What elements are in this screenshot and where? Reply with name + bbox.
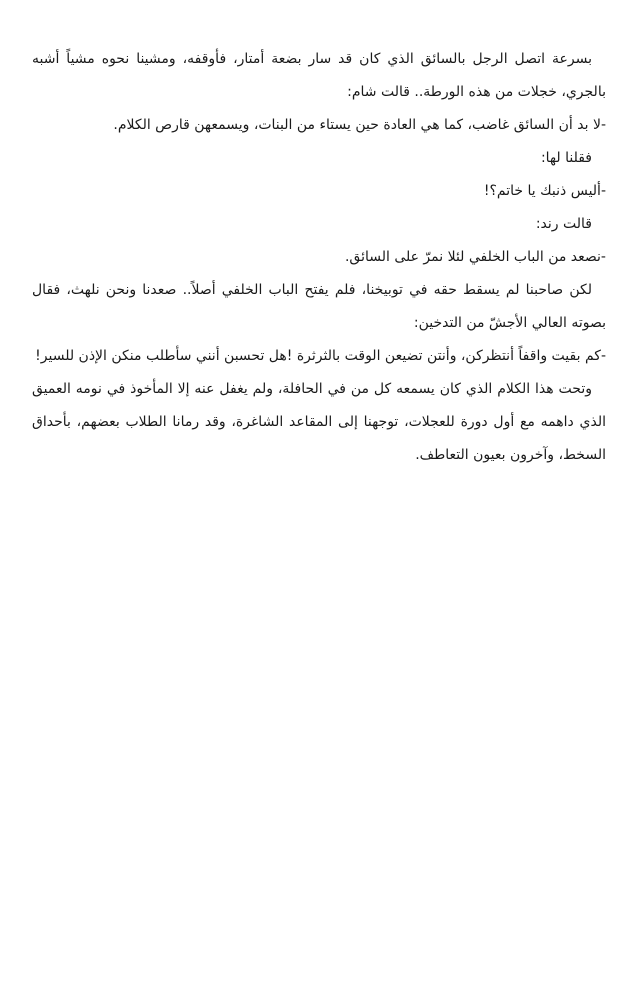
paragraph-narration-2: فقلنا لها: <box>540 150 592 166</box>
paragraph-dialogue-driver: -كم بقيت واقفاً أنتظركن، وأنتن تضيعن الوقت بالثرثرة !هل تحسبن أنني سأطلب منكن الإذن للسير! <box>35 348 606 364</box>
paragraph-narration-3: قالت رند: <box>535 216 592 232</box>
paragraph-dialogue-sham: -لا بد أن السائق غاضب، كما هي العادة حين يستاء من البنات، ويسمعهن قارص الكلام. <box>113 117 606 133</box>
paragraph-narration-5: وتحت هذا الكلام الذي كان يسمعه كل من في الحافلة، ولم يغفل عنه إلا المأخوذ في نومه العميق الذي داهمه مع أول دورة للعجلات، توجهنا إلى المقاعد الشاغرة، وقد رمانا الطلاب بعضهم، بأحداق السخط، وآخرون بعيون التعاطف. <box>32 381 606 463</box>
paragraph-narration-1: بسرعة اتصل الرجل بالسائق الذي كان قد سار بضعة أمتار، فأوقفه، ومشينا نحوه مشياً أشبه بالجري، خجلات من هذه الورطة.. قالت شام: <box>32 51 606 100</box>
paragraph-dialogue-rand: -نصعد من الباب الخلفي لئلا نمرّ على السائق. <box>344 249 606 265</box>
paragraph-dialogue-khatim: -أليس ذنبك يا خاتم؟! <box>483 183 606 199</box>
paragraph-narration-4: لكن صاحبنا لم يسقط حقه في توبيخنا، فلم يفتح الباب الخلفي أصلاً.. صعدنا ونحن نلهث، فقال بصوته العالي الأجشّ من التدخين: <box>32 282 606 331</box>
